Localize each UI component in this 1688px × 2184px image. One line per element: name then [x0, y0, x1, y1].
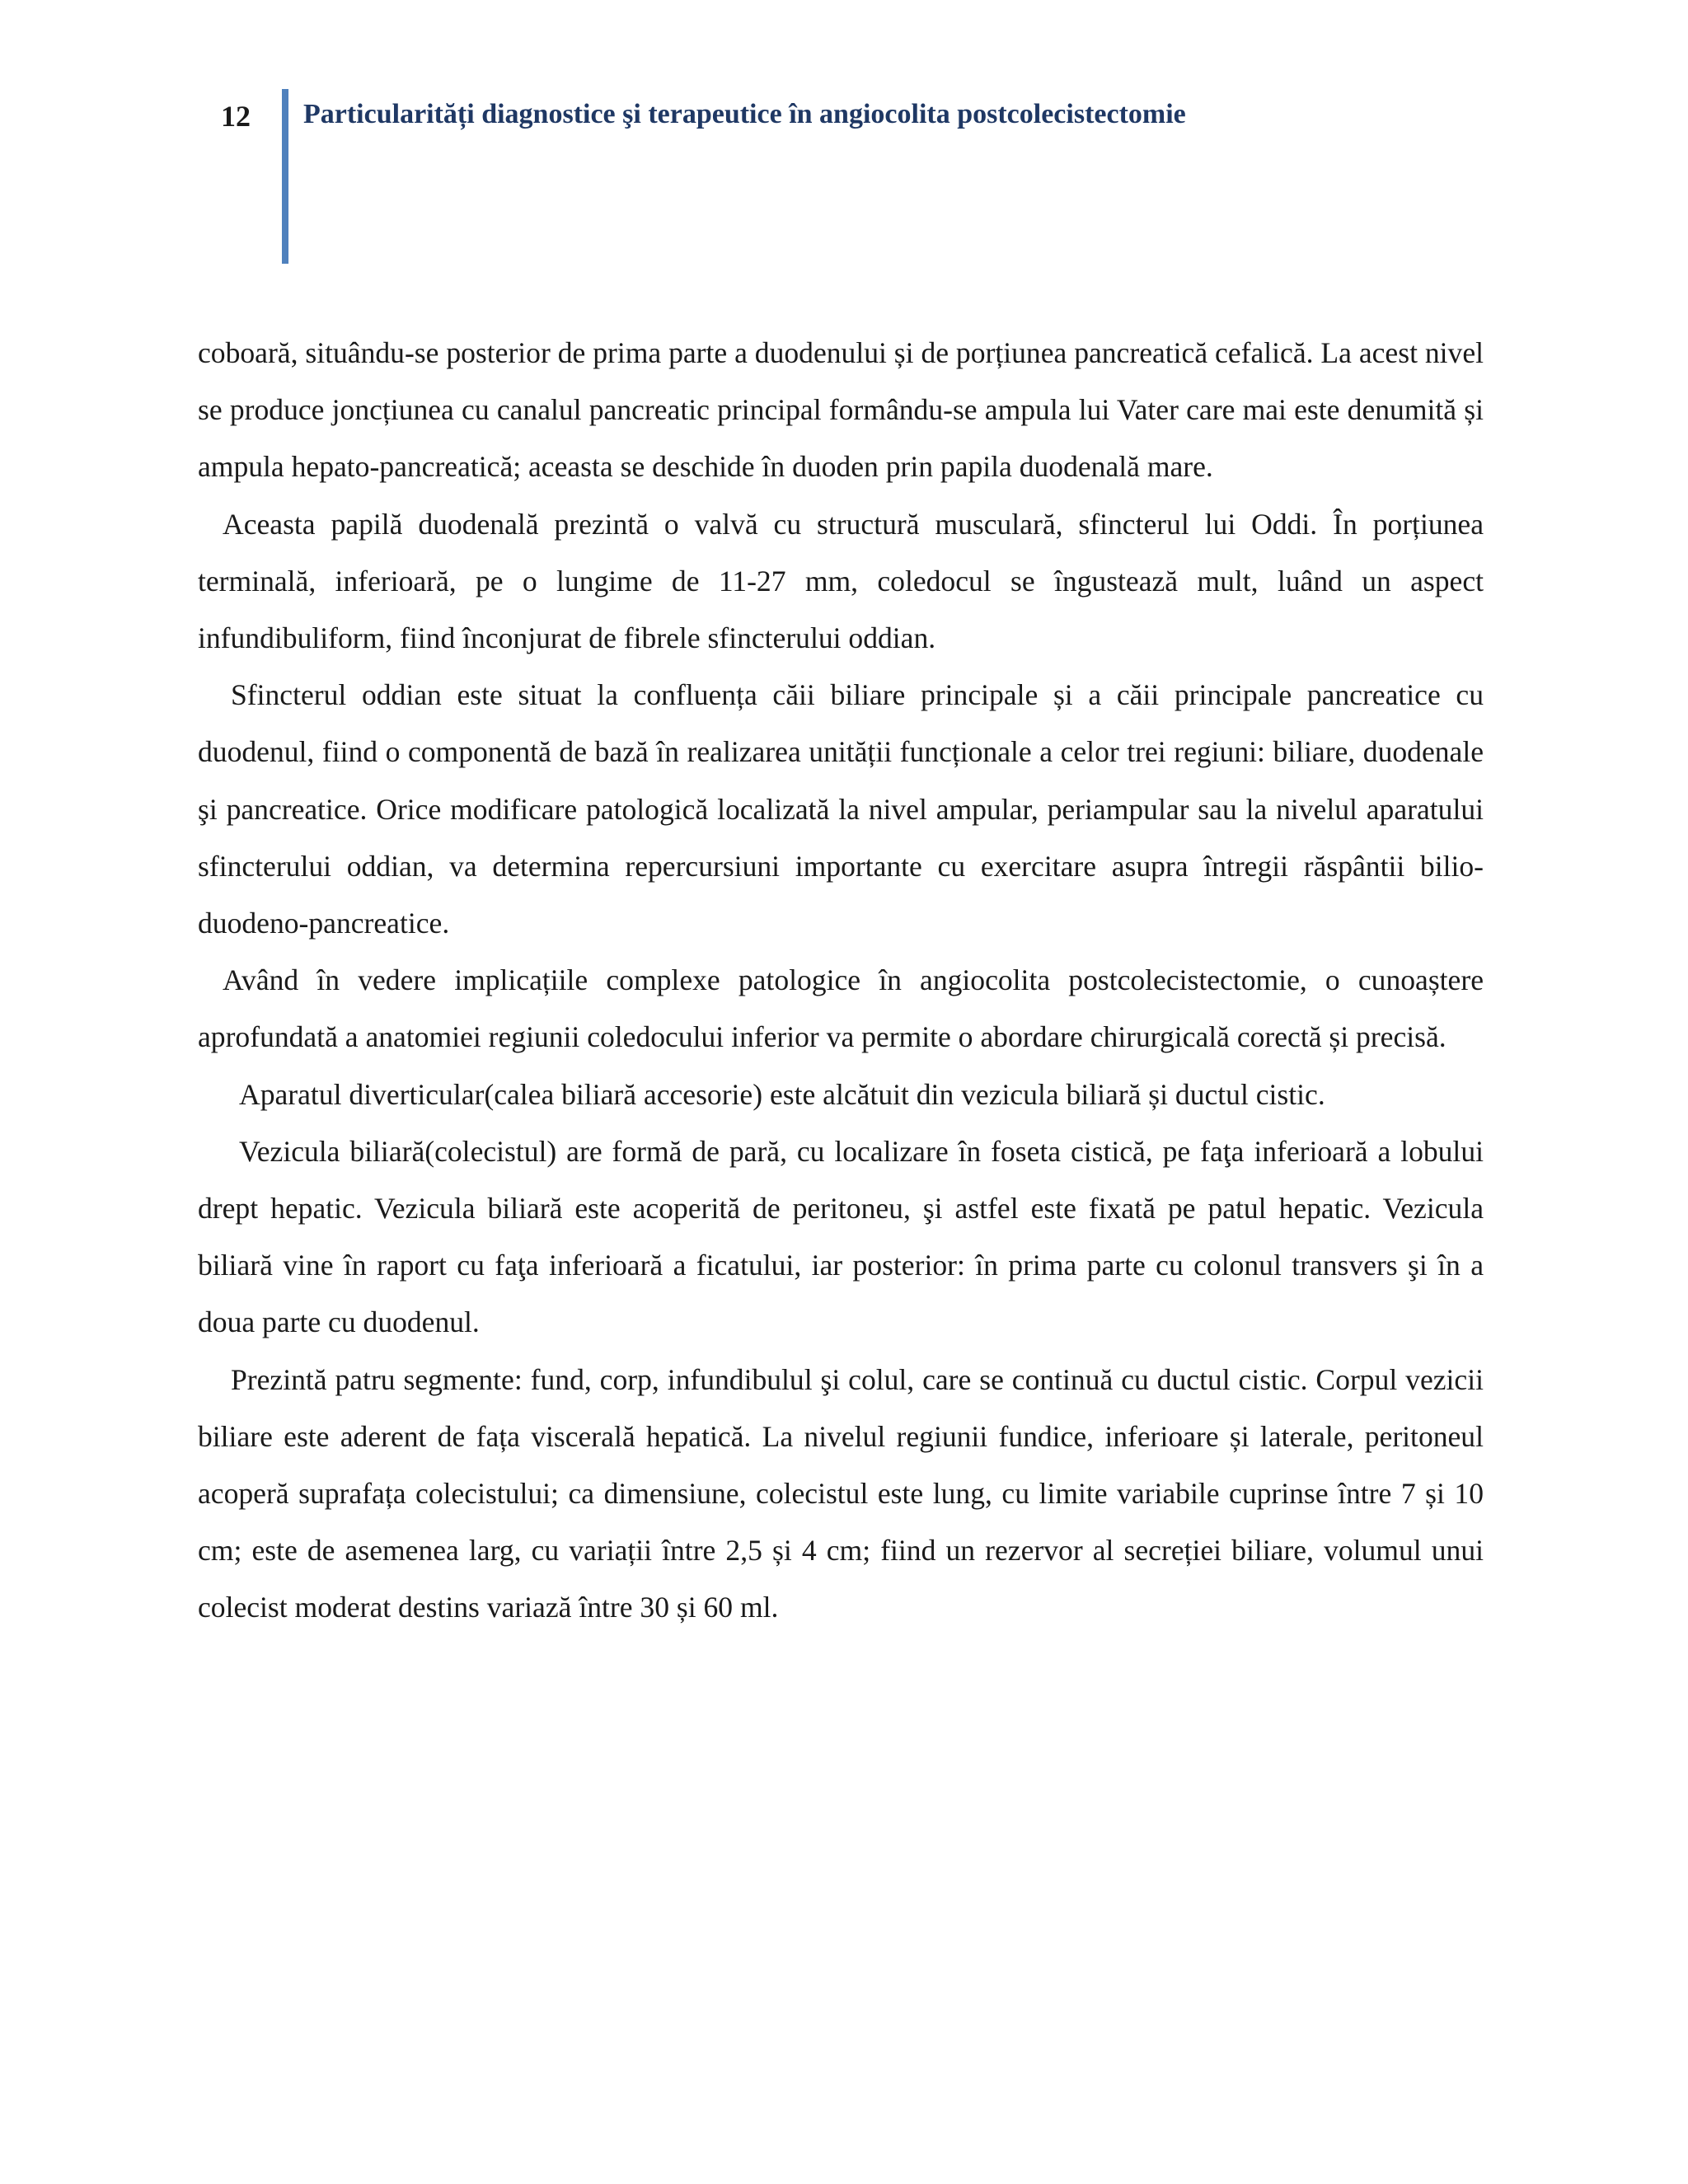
- header-divider: [282, 89, 288, 264]
- paragraph: Având în vedere implicațiile complexe patologice în angiocolita postcolecistectomie, o cunoaștere aprofundată a anatomiei regiunii coledocului inferior va permite o abordare chirurgicală corectă și precisă.: [198, 963, 1484, 1054]
- paragraph: coboară, situându-se posterior de prima parte a duodenului și de porțiunea pancreatică cefalică. La acest nivel se produce joncțiunea cu canalul pancreatic principal formându-se ampula lui Vater care mai este denumită și ampula hepato-pancreatică; aceasta se deschide în duoden prin papila duodenală mare.: [198, 336, 1484, 484]
- paragraph: Aceasta papilă duodenală prezintă o valvă cu structură musculară, sfincterul lui Oddi. În porțiunea terminală, inferioară, pe o lungime de 11-27 mm, coledocul se îngustează mult, luând un aspect infundibuliform, fiind înconjurat de fibrele sfincterului oddian.: [198, 507, 1484, 655]
- body-text: [198, 325, 1484, 1637]
- paragraph: Vezicula biliară(colecistul) are formă de pară, cu localizare în foseta cistică, pe faţa inferioară a lobului drept hepatic. Vezicula biliară este acoperită de peritoneu, şi astfel este fixată pe patul hepatic. Vezicula biliară vine în raport cu faţa inferioară a ficatului, iar posterior: în prima parte cu colonul transvers şi în a doua parte cu duodenul.: [198, 1134, 1484, 1339]
- paragraph: Sfincterul oddian este situat la confluența căii biliare principale și a căii principale pancreatice cu duodenul, fiind o componentă de bază în realizarea unității funcționale a celor trei regiuni: biliare, duodenale şi pancreatice. Orice modificare patologică localizată la nivel ampular, periampular sau la nivelul aparatului sfincterului oddian, va determina repercursiuni importante cu exercitare asupra întregii răspântii bilio-duodeno-pancreatice.: [198, 678, 1484, 940]
- page-number: 12: [221, 100, 251, 133]
- paragraph: Prezintă patru segmente: fund, corp, infundibulul şi colul, care se continuă cu ductul cistic. Corpul vezicii biliare este aderent de fața viscerală hepatică. La nivelul regiunii fundice, inferioare și laterale, peritoneul acoperă suprafața colecistului; ca dimensiune, colecistul este lung, cu limite variabile cuprinse între 7 și 10 cm; este de asemenea larg, cu variații între 2,5 și 4 cm; fiind un rezervor al secreției biliare, volumul unui colecist moderat destins variază între 30 și 60 ml.: [198, 1362, 1484, 1624]
- page-header: [221, 89, 1507, 264]
- paragraph: Aparatul diverticular(calea biliară accesorie) este alcătuit din vezicula biliară și ductul cistic.: [239, 1077, 1325, 1111]
- running-title: Particularități diagnostice şi terapeutice în angiocolita postcolecistectomie: [303, 99, 1186, 129]
